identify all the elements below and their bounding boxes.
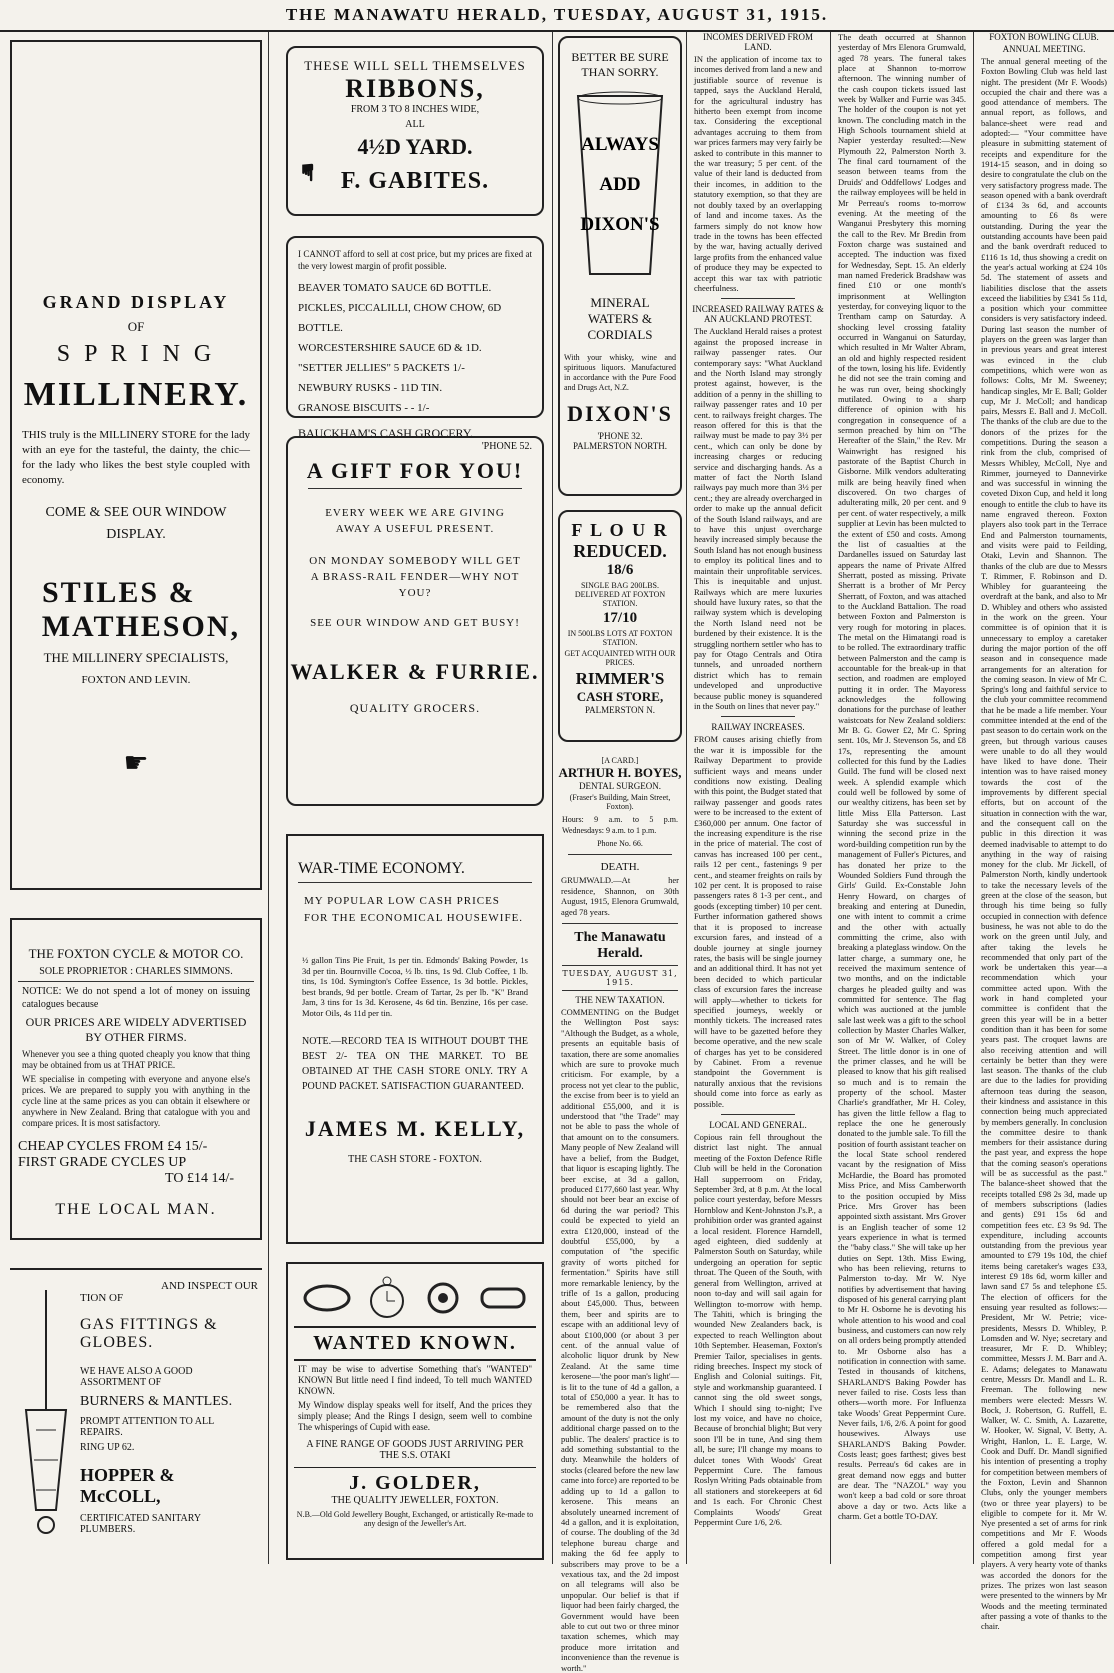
- brooch-icon: [423, 1278, 463, 1318]
- ad-line: WAR-TIME ECONOMY.: [298, 860, 465, 877]
- ad-line: TION OF: [80, 1292, 124, 1304]
- article-text: Copious rain fell throughout the district last night. The annual meeting of the Foxton Defence Rifle Club will be held in the Coronation Hall supperroom on Friday, September 3rd, at 8 p.m. At the local police court yesterday, before Messrs Hornblow and Kent-Johnston J's.P., a prohibition order was granted against a local resident. Florence Harndell, aged eighteen, died suddenly at Palmerston South on Saturday, while undergoing an operation for septic throat. The Queen of the South, with general from Wellington, arrived at noon to-day and will sail again for Wellington to-morrow with hemp. The Tahiti, which is bringing the wounded New Zealanders back, is expected to reach Wellington about 10th September. Heaseman, Foxton's Premier Tailor, specialises in gents. riding breeches. Inspect my stock of English and Colonial suitings. Fit, style and workmanship guaranteed. I cannot sing the old sweet songs, Which I should sing to-night; I've lost my voice, and have no choice, Because of bronchial blight; But very soon I'll be in tune, And sing them all, be sure; I'll change my moans to dulcet tones With Woods' Great Peppermint Cure. The famous Roslyn Writing Pads obtainable from all stationers and storekeepers at 6d and 1s each. For Chronic Chest Complaints Woods' Great Peppermint Cure 1/6, 2/6.: [694, 1132, 822, 1528]
- ad-line: TO £14 14/-: [165, 1171, 234, 1186]
- wanted-known-ad: [286, 1262, 544, 1560]
- ad-line: S P R I N G: [56, 341, 216, 367]
- ad-line: REDUCED.: [573, 541, 667, 561]
- ad-line: DENTAL SURGEON.: [579, 781, 661, 791]
- ad-line: HOPPER & McCOLL,: [80, 1465, 175, 1506]
- article-text: The Auckland Herald raises a protest against the proposed increase in railway passenger rates. Our contemporary says: "What Auckland and the North Island may strongly protest against, however, is the addition of a penny in the shilling to railway passenger rates and 10 per cent. to railways freight charges. The reason offered for this is that the railway must be made to pay 3½ per cent., which can only be done by increasing charges or reducing service and discharging hands. As a matter of fact the North Island railways pay much more than 3½ per cent.; they are already overcharged in order to make up the annual deficit of the South Island railways, and are to have this unjust overcharge heavily increased simply because the South Island has not enough business to employ its political lines and to maintain their unprofitable services. This is inequitable and unjust. Railways which are mere luxuries should have luxury rates, so that the railway system which is developing the North Island need not be burdened by their existence. It is the struggling northern settler who has to pay for Otago Centrals and Otira tunnels, and unroaded northern district which has to remain undeveloped and unproductive because public money is squandered in the South on lines that never pay.": [694, 326, 822, 711]
- ad-line: THESE WILL SELL THEMSELVES: [304, 58, 526, 73]
- ad-line: OF: [127, 319, 145, 334]
- ad-line: RIMMER'S: [575, 669, 665, 688]
- ad-line: 4½D YARD.: [357, 134, 473, 159]
- column-6: [978, 32, 1110, 1632]
- grocery-item: PICKLES, PICCALILLI, CHOW CHOW, 6D BOTTLE.: [298, 302, 502, 334]
- ad-text: Hours: 9 a.m. to 5 p.m. Wednesdays: 9 a.m. to 1 p.m.: [562, 815, 678, 835]
- ad-line: OUR PRICES ARE WIDELY ADVERTISED BY OTHER FIRMS.: [25, 1015, 247, 1044]
- section-heading: INCOMES DERIVED FROM LAND.: [702, 32, 813, 52]
- svg-text:ADD: ADD: [599, 174, 641, 195]
- jewellery-icons: [294, 1270, 536, 1326]
- grocery-item: GRANOSE BISCUITS - - 1/-: [298, 402, 430, 414]
- ad-line: ALL: [405, 119, 425, 130]
- ad-line: EVERY WEEK WE ARE GIVING AWAY A USEFUL PRESENT.: [325, 507, 505, 535]
- ad-line: DIXON'S: [567, 401, 673, 426]
- section-heading: FOXTON BOWLING CLUB.: [989, 32, 1099, 42]
- column-rule: [268, 32, 269, 1564]
- column-4: [691, 32, 825, 1564]
- ad-line: [A CARD.]: [601, 756, 639, 765]
- column-3: [558, 36, 682, 1673]
- ad-line: GRAND DISPLAY: [42, 292, 230, 312]
- ad-line: RING UP 62.: [80, 1442, 135, 1453]
- grocery-item: WORCESTERSHIRE SAUCE 6D & 1D.: [298, 342, 482, 354]
- ad-line: QUALITY GROCERS.: [349, 701, 481, 715]
- grocery-item: "SETTER JELLIES" 5 PACKETS 1/-: [298, 362, 465, 374]
- ad-line: 18/6: [606, 562, 634, 578]
- svg-text:DIXON'S: DIXON'S: [580, 214, 660, 235]
- divider: [298, 882, 532, 883]
- ad-text: I CANNOT afford to sell at cost price, but my prices are fixed at the very lowest margin of profit possible.: [298, 249, 532, 271]
- divider: [721, 716, 795, 717]
- article-text: COMMENTING on the Budget the Wellington Post says: "Although the Budget, as a whole, presents an equitable basis of taxation, there are some anomalies which are sure to provoke much criticism. For example, by a process not yet clear to the public, the excise from beer is to yield an additional £55,000, and it is understood that "the Trade" may not be able to pass the whole of that amount on to the consumers. Many people of New Zealand will have a belief, from the Budget, that liquor is escaping lightly. The beer excise, at 3d a gallon, produced £177,660 last year. Why should not beer bear an excise of 6d during the war period? This could be expected to yield an extra £120,000, instead of the doubtful £55,000, by a computation of "the specific gravity of worts pitched for fermentation." Spirits have still more remarkable leniency, by the trifle of 1s a gallon, producing about £45,000. Thus, between them, beer and spirits are to escape with an additional levy of about £100,000 (or about 3 per cent. of the annual value of alcoholic liquor drunk by New Zealand. At the same time kerosene—'the poor man's light'—is lit to the tune of 4d a gallon, a total of £50,000 a year. It has to be remembered also that the amount of the duty is not the only additional charge passed on to the public. The dealers' practice is to add something substantial to the duty. Meanwhile the holders of stocks (cleared before the new law came into force) are reported to be adding up to 1d a gallon to kerosene. This means an absolutely unearned increment of 4d a gallon, and it is exploitation, of course. The doubling of the 3d telephone bureau charge and making the 6d fee apply to subscribers may prove to be a vexatious tax, and the 2d impost on all telegrams will also be unpopular. Our belief is that if liquor had been fairly charged, the Government would have been able to cut out two or three minor taxation schemes, which may produce more irritation and inconvenience than the revenue is worth.": [561, 1007, 679, 1673]
- ad-line: COME & SEE OUR WINDOW DISPLAY.: [45, 505, 227, 542]
- millinery-ad: [10, 40, 262, 890]
- gift-ad: [286, 436, 544, 806]
- ad-text: NOTICE: We do not spend a lot of money on issuing catalogues because: [22, 986, 250, 1010]
- paper-title: The Manawatu Herald.: [574, 930, 666, 961]
- ad-line: STILES &: [42, 576, 196, 609]
- ad-line: ON MONDAY SOMEBODY WILL GET A BRASS-RAIL FENDER—WHY NOT YOU?: [309, 555, 521, 599]
- ad-line: J. GOLDER,: [294, 1467, 536, 1495]
- ad-line: 17/10: [602, 610, 638, 626]
- divider: [721, 1114, 795, 1115]
- ad-text: IT may be wise to advertise Something that's "WANTED" KNOWN But little need I find indeed, To tell much WANTED KNOWN.: [298, 1364, 532, 1396]
- article-text: IN the application of income tax to incomes derived from land a new and justifiable source of revenue is tapped, says the Auckland Herald, for the agricultural industry has hitherto been exempt from income tax. Considering the exceptional advantages accruing to them from war prices farmers may very fairly be asked to contribute in this manner to the war treasury; 5 per cent. of the value of their land is deducted from their incomes, in addition to the statutory exemption, so that they are not doubly taxed by an overlapping of land and income taxes. As the farmers simply do not know how trade in the towns has been effected by the war, having actually derived large profits from the enhanced value of produce they may be expected to accept this war tax with patriotic cheerfulness.: [694, 54, 822, 293]
- section-subheading: ANNUAL MEETING.: [1002, 44, 1086, 54]
- ad-line: MILLINERY.: [23, 376, 249, 413]
- pointing-hand-icon: ☛: [123, 748, 149, 779]
- divider: [562, 965, 678, 966]
- ad-line: THAN SORRY.: [581, 65, 659, 79]
- ad-line: GLOBES.: [80, 1334, 154, 1351]
- bracelet-icon: [478, 1281, 528, 1315]
- ad-line: A FINE RANGE OF GOODS JUST ARRIVING PER THE S.S. OTAKI: [306, 1439, 524, 1461]
- ad-line: CERTIFICATED SANITARY PLUMBERS.: [80, 1513, 201, 1535]
- pointing-hand-icon: ☛: [293, 161, 320, 184]
- ad-line: GAS FITTINGS &: [80, 1316, 218, 1333]
- column-5: [835, 32, 969, 1564]
- ad-line: THE LOCAL MAN.: [55, 1201, 217, 1218]
- ad-line: PROMPT ATTENTION TO ALL REPAIRS.: [80, 1416, 214, 1438]
- ad-text: My Window display speaks well for itself, And the prices they simply please; And the Rings I design, seem well to combine The whisperings of Cupid with ease.: [298, 1400, 532, 1432]
- dixon-ad: [558, 36, 682, 496]
- masthead: THE MANAWATU HERALD, TUESDAY, AUGUST 31, 1915.: [0, 0, 1114, 32]
- section-heading: DEATH.: [600, 861, 640, 873]
- ad-line: BURNERS & MANTLES.: [80, 1394, 233, 1409]
- ad-text: WE specialise in competing with everyone and anyone else's prices. We are prepared to supply you with anything in the cycle line at the same prices as you can obtain it elsewhere or anywhere in New Zealand. Bring that catalogue with you and compare prices. It is most satisfactory.: [22, 1074, 250, 1128]
- ad-line: WALKER & FURRIE.: [290, 659, 540, 684]
- article-text: FROM causes arising chiefly from the war it is impossible for the Railway Department to provide sufficient ways and means under conditions now existing. Dealing with this point, the Budget stated that railway passenger and goods rates were to be increased to the extent of £360,000 per annum. One factor of the increasing expenditure is the rise in the price of material. The cost of canvas has increased 100 per cent., rails 12 per cent., fastenings 9 per cent., and steamer freights on rails by 102 per cent. It is proposed to raise passengers rates 8 1-3 per cent., and goods (excepting timber) 10 per cent. Further information gathered shows that it is proposed to increase excursion fares, and instead of a double journey at single journey rates, the basis will be single journey and an additional third. It has not yet been decided to which particular class of excursion fares the increase will apply—whether to tickets for specified journeys, weekly or monthly tickets. The increased rates will have to be gazetted before they become operative, and the new scale of charges has yet to be considered by Cabinet. From a revenue standpoint the Government is naturally anxious that the revisions should come into force as early as possible.: [694, 734, 822, 1109]
- ad-line: GET ACQUAINTED WITH OUR PRICES.: [564, 649, 676, 667]
- gas-lamp-icon: [16, 1290, 76, 1550]
- ad-line: THE CASH STORE - FOXTON.: [348, 1154, 482, 1165]
- war-economy-ad: [286, 834, 544, 1244]
- ad-line: A GIFT FOR YOU!: [306, 458, 524, 483]
- article-text: The annual general meeting of the Foxton Bowling Club was held last night. The president (Mr F. Woods) occupied the chair and there was a good attendance of members. The annual report, as follows, and balance-sheet were read and adopted:— "Your committee have pleasure in submitting statement of receipts and expenditure for the 1914-15 season, and in doing so desire to congratulate the club on the very satisfactory progress made. The season opened with a bank overdraft of £134 3s 6d, and accounts amounting to £6 8s were outstanding. During the year the outstanding accounts have been paid and the bank overdraft reduced to £116 1s 1d, thus showing a credit on the year's actual working at £24 10s 5d. The statement of assets and liabilities disclose that the assets exceed the liabilities by £341 5s 11d, a position which your committee considers is very satisfactory indeed. During last season the number of players on the green was larger than in previous years and great interest was evinced in the club competitions, which were won as follows: Colts, Mr M. Sweeney; handicap singles, Mr E. Ball; Golder cup, Mr J. McColl; and handicap pairs, Messrs E. Ball and J. McColl. The thanks of the club are due to the donors of the prizes for the competitions. During the season a rink from the club, comprised of Messrs Whibley, McColl, Nye and Rimmer, journeyed to Dannevirke and was successful in winning the coveted Dixon Cup, and held it long enough to entitle the club to have its name engraved thereon. Foxton players also took part in the Terrace End and Palmerston tournaments, and visits were paid to Feilding, Otaki, Levin and Shannon. The thanks of the club are due to Messrs T. Rimmer, F. Robinson and D. Whibley for guaranteeing the overdraft at the bank, and also to Mr D. Whibley and others who assisted in the work on the green. Your committee is of opinion that it is unnecessary to employ a caretaker during the major portion of the off season and in consequence made arrangements for an alteration for the coming season. In view of Mr C. Spring's long and faithful service to the club your committee recommend that he be made a life member. Your committee intended at the end of the past season to do certain work on the green, but through various causes were unable to do all they would have liked to have done. Their intention was to have raised money towards the cost of the improvements by different special efforts, but on account of the situation in connection with the war, and the consequent call on the public in this direction it was deemed inadvisable to attempt to do anything in the way of raising money for the club. Mr Jickell, of Palmerston North, kindly undertook to take the necessary levels of the green at the close of the season, but through his time being so fully occupied in connection with defence business, he was not able to do the work on the green until July, and after taking the levels he recommended that only part of the work be undertaken this year—a recommendation which your committee acted upon. With the work in hand completed your committee is confident that the green this year will be in a better condition than it has been for some years past. The croquet lawns are also receiving attention and will certainly be better than they were last season. The thanks of the club are due to the ladies for providing afternoon teas during the season, their kindness and assistance in this connection being much appreciated by members generally. In conclusion the committee desire to thank members for their assistance during the past year, and express the hope that the coming season's operations will be as successful as the past." The balance-sheet showed that the receipts totalled £98 2s 3d, made up of members subscriptions (ladies and gents) £91 15s 6d and competition fees etc. £3 9s 9d. The expenditure, including accounts outstanding from the previous year amounted to £79 19s 10d, the chief items being caretaker's wages £33, interest £9 18s 6d, worm killer and lawn sand £7 5s and telephone £5. The election of officers for the ensuing year resulted as follows:—President, Mr W. Petrie; vice-presidents, Messrs D. Whibley, P. Lomsden and W. Nye; secretary and treasurer, Mr F. D. Whibley; committee, Messrs J. M. Barr and A. E. Adams; delegates to Manawatu centre, Messrs Dr. Mandl and L. R. Freeman. The following new members were elected: Messrs W. Bock, J. Robertson, G. Ruffell, E. Walker, W. C. Smith, A. Lazarette, W. Hooker, W. Signal, V. Betty, A. Wright, Hanlon, L. E. Large, W. Cook and Duff. Dr. Mandl signified his intention of presenting a trophy for competition between members of the Foxton, Levin and Shannon Clubs, only the younger members (two or three year players) to be eligible to compete for it. Mr W. Nye presented a set of arms for rink competitions and Mr F. Woods offered a gold medal for a competition among first year players. A very hearty vote of thanks was accorded the donors for the prizes. The prizes won last season were presented to the winners by Mr Woods and the meeting terminated after passing a vote of thanks to the chair.: [981, 56, 1107, 1632]
- ad-text: ½ gallon Tins Pie Fruit, 1s per tin. Edmonds' Baking Powder, 1s 3d per tin. Bournville Cocoa, ½ lb. tins, 1s 9d. Club Coffee, 1 lb. tins, 1s 10d. Symington's Coffee Essence, 1s 3d bottle. Pickles, best brands, 9d per bottle. Cream of Tartar, 2s per lb. "K" Brand Jam, 3 tins for 1s 3d. Kerosene, 4s 6d tin. Benzine, 16s per case. Motor Oils, 4s 11d per tin.: [302, 955, 528, 1018]
- ad-text: NOTE.—RECORD TEA IS WITHOUT DOUBT THE BEST 2/- TEA ON THE MARKET. TO BE OBTAINED AT THE CASH STORE ONLY. TRY A POUND PACKET. SATISFACTION GUARANTEED.: [302, 1036, 528, 1092]
- dentist-card: [558, 756, 682, 848]
- ad-line: Phone No. 66.: [597, 839, 643, 848]
- ad-line: F. GABITES.: [340, 168, 490, 194]
- ad-line: CASH STORE,: [576, 689, 664, 704]
- divider: [562, 923, 678, 924]
- ad-line: WANTED KNOWN.: [294, 1326, 536, 1361]
- ad-text: With your whisky, wine and spirituous liquors. Manufactured in accordance with the Pure Food and Drugs Act, N.Z.: [564, 353, 676, 392]
- ad-line: MINERAL WATERS & CORDIALS: [587, 295, 653, 342]
- ad-line: JAMES M. KELLY,: [304, 1116, 526, 1141]
- ad-line: MY POPULAR LOW CASH PRICES FOR THE ECONOMICAL HOUSEWIFE.: [304, 895, 524, 924]
- column-rule: [973, 32, 974, 1564]
- flour-ad: [558, 510, 682, 742]
- divider: [308, 488, 522, 489]
- grocery-ad: [286, 236, 544, 452]
- section-heading: INCREASED RAILWAY RATES & AN AUCKLAND PROTEST.: [692, 304, 824, 325]
- ad-text: THIS truly is the MILLINERY STORE for the lady with an eye for the tasteful, the dainty, the chic—for the lady who likes the best style coupled with economy.: [22, 429, 250, 486]
- ad-line: AND INSPECT OUR: [161, 1280, 258, 1292]
- ad-line: PALMERSTON N.: [584, 705, 656, 715]
- ad-line: FIRST GRADE CYCLES UP: [18, 1155, 187, 1170]
- grocery-list: [298, 278, 532, 418]
- svg-text:ALWAYS: ALWAYS: [581, 134, 659, 155]
- ring-icon: [302, 1281, 352, 1315]
- ad-line: ARTHUR H. BOYES,: [558, 765, 682, 780]
- glass-icon: [570, 90, 670, 280]
- ad-line: SINGLE BAG 200LBS. DELIVERED AT FOXTON STATION.: [574, 581, 666, 608]
- ad-line: 'PHONE 32.: [597, 431, 643, 441]
- ad-line: WE HAVE ALSO A GOOD ASSORTMENT OF: [80, 1366, 193, 1388]
- gas-ad: [10, 1268, 262, 1560]
- ad-line: THE FOXTON CYCLE & MOTOR CO.: [28, 946, 244, 961]
- divider: [562, 990, 678, 991]
- paper-date: TUESDAY, AUGUST 31, 1915.: [562, 969, 678, 987]
- ad-line: FOXTON AND LEVIN.: [81, 674, 191, 686]
- ad-text: Whenever you see a thing quoted cheaply you know that thing may be obtained from us at THAT PRICE.: [22, 1049, 250, 1070]
- ad-line: (Fraser's Building, Main Street, Foxton).: [569, 793, 671, 811]
- ad-line: F L O U R: [571, 520, 669, 540]
- divider: [568, 854, 672, 855]
- section-heading: THE NEW TAXATION.: [575, 995, 665, 1005]
- column-rule: [552, 32, 553, 1564]
- pocket-watch-icon: [367, 1273, 407, 1323]
- ad-line: PALMERSTON NORTH.: [573, 441, 667, 451]
- article-text: GRUMWALD.—At her residence, Shannon, on 30th August, 1915, Elenora Grumwald, aged 78 years.: [561, 875, 679, 917]
- column-rule: [830, 32, 831, 1564]
- ad-line: FROM 3 TO 8 INCHES WIDE,: [350, 104, 480, 115]
- ad-line: BAUCKHAM'S CASH GROCERY.: [298, 426, 473, 440]
- ad-line: THE MILLINERY SPECIALISTS,: [43, 650, 229, 665]
- grocery-item: NEWBURY RUSKS - 11D TIN.: [298, 382, 443, 394]
- ad-line: 'PHONE 52.: [481, 441, 532, 452]
- ad-line: IN 500LBS LOTS AT FOXTON STATION.: [567, 629, 673, 647]
- ad-line: BETTER BE SURE: [571, 50, 669, 64]
- ad-line: MATHESON,: [41, 610, 240, 643]
- cycle-ad: [10, 918, 262, 1240]
- ribbons-ad: [286, 46, 544, 216]
- ad-line: CHEAP CYCLES FROM £4 15/-: [18, 1139, 208, 1154]
- ad-line: N.B.—Old Gold Jewellery Bought, Exchanged, or artistically Re-made to any design of the Jeweller's Art.: [296, 1510, 534, 1528]
- section-heading: LOCAL AND GENERAL.: [709, 1120, 807, 1130]
- ad-line: THE QUALITY JEWELLER, FOXTON.: [331, 1495, 499, 1506]
- grocery-item: BEAVER TOMATO SAUCE 6D BOTTLE.: [298, 282, 492, 294]
- section-heading: RAILWAY INCREASES.: [711, 722, 805, 733]
- ad-line: SOLE PROPRIETOR : CHARLES SIMMONS.: [18, 966, 254, 982]
- article-text: The death occurred at Shannon yesterday of Mrs Elenora Grumwald, aged 78 years. The funeral takes place at Shannon to-morrow afternoon. The winning number of the cash coupon tickets issued last week by Walker and Furrie was 345. The holder of the coupon is not yet known. The concluding match in the High Schools tournament shield at Napier yesterday resulted:—New Plymouth 22, Palmerston North 3. The final card tournament of the season between teams from the Druids' and Oddfellows' Lodges and the railway employees will be held in Mr Perreau's rooms to-morrow evening. At the meeting of the Wanganui Presbytery this morning the call to the Rev. Mr Bredin from Foxton charge was sustained and accepted. The induction was fixed for Wednesday, Sept. 15. An elderly man named Frederick Bradshaw was fined £10 or one month's imprisonment at Wellington yesterday, for conveying liquor to the Trentham camp on Saturday. A shocking level crossing fatality occurred in Wanganui on Saturday, which resulted in Mr Walter Abram, an old and highly respected resident of the town, losing his life. Evidently he did not see the train coming and he was run over, being shockingly mutilated. Owing to a sharp difference of opinion with his congregation in consequence of a sermon preached by him on "The Hereafter of the Slain," the Rev. Mr Wainwright has resigned his pastorate of the Baptist Church in Gisborne. Milk vendors adulterating milk are being heavily fined when discovered. On two charges of adulterating milk, 20 per cent. and 9 per cent. of water respectively, a milk supplier at Levin has been mulcted to the extent of £50 and costs. Among the list of casualties at the Dardanelles issued on Saturday last appears the name of Private Alfred Sherratt, posted as missing. Private Sherratt is a brother of Mr Percy Sherratt, of Foxton, and was attached to the Auckland Battalion. The road between Foxton and Palmerston is very rough for motoring in places. The metal on the Himatangi road is to be rolled. The extraordinary traffic between Palmerston and the camp is accountable for the break-up in that section, and roadmen are employed putting it in order. The Mayoress acknowledges the following donations for the purchase of leather waistcoats for New Zealand soldiers: Mr B. G. Gower £2, Mr C. Spring sent. 10s, Mr J. Stevenson 5s, and £8 17s, representing the amount collected for this fund by the Ladies Guild. The fund will be closed next week. A splendid example which could well be followed by some of our wealthy citizens, has been set by little Miss Ella Patterson. Last Saturday she was successful in winning the second prize in the word-building competition run by the management of Fuller's Pictures, and has donated her prize to the Wounded Soldiers Fund through the Girls' Guild. Ex-Constable John Henry Howard, on charges of breaking and entering at Dunedin, one with intent to commit a crime and the other with actually committing the crime, also with breaking a plateglass window. On the latter charge, a summary one, he received the maximum sentence of two months, and on the indictable charges he pleaded guilty and was committed for sentence. The flag which was auctioned at the jumble sale last week was a gift to the school collection by Master Charles Walker, son of Mr W. Walker, of Coley Street. The little donor is in one of the primer classes, and he will be pleased to know that his gift realised so much and is to remain the property of the school. Master Charlie's grandfather, Mr H. Coley, has given the little fellow a flag to replace the one he generously donated to the jumble sale. To fill the position of fourth assistant teacher on the local State school rendered vacant by the resignation of Miss McHardie, the Board has promoted Miss Price, and Miss Camberworth to the position occupied by Miss Price. Mrs Grover has been appointed sixth assistant. Mrs Grover is an English teacher of some 12 years experience in what is termed the "baby class." She will take up her duties on Sept. 13th. Miss Ewing, who has been relieving, returns to Palmerston to-day. Mr W. Nye notifies by advertisement that having disposed of his general carrying plant to Mr H. Osborne he is devoting his whole attention to his wood and coal business, and customers can now rely on all orders being promptly attended to. Mr Osborne also has a notification in connection with same. Tested in thousands of kitchens, SHARLAND'S Baking Powder has never failed to rise. Costs less than others—worth more. For Influenza take Woods' Great Peppermint Cure. Never fails, 1/6, 2/6. A point for good housewives. Always use SHARLAND'S Baking Powder. Costs least; goes farthest; gives best results. Perreau's 6d cakes are in great demand now eggs and butter are dear. The "NAZOL" way you won't keep a bad cold or sore throat above a day or two. Acts like a charm. Get a bottle TO-DAY.: [838, 32, 966, 1522]
- ad-line: SEE OUR WINDOW AND GET BUSY!: [310, 617, 520, 629]
- divider: [721, 298, 795, 299]
- ad-line: RIBBONS,: [345, 74, 485, 103]
- column-rule: [686, 32, 687, 1564]
